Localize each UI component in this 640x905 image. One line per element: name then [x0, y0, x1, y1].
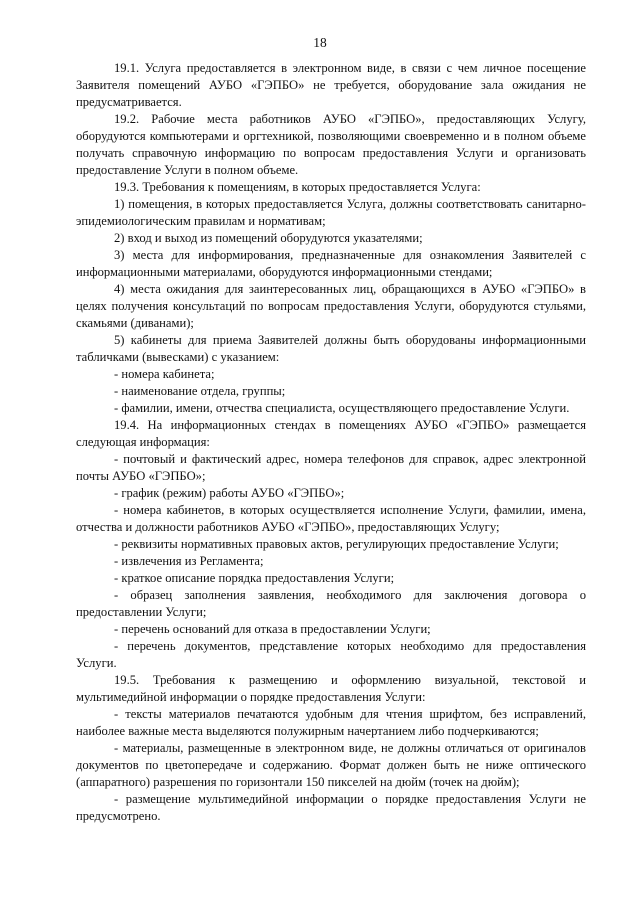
paragraph-19-5: 19.5. Требования к размещению и оформлению визуальной, текстовой и мультимедийной информации о порядке предоставления Услуги:	[76, 673, 586, 704]
paragraph-19-4: 19.4. На информационных стендах в помещениях АУБО «ГЭПБО» размещается следующая информация:	[76, 418, 586, 449]
stand-item-documents-list: - перечень документов, представление которых необходимо для предоставления Услуги.	[76, 639, 586, 670]
paragraph-19-1: 19.1. Услуга предоставляется в электронном виде, в связи с чем личное посещение Заявителя помещений АУБО «ГЭПБО» не требуется, оборудование зала ожидания не предусматривается.	[76, 61, 586, 109]
paragraph-19-2: 19.2. Рабочие места работников АУБО «ГЭПБО», предоставляющих Услугу, оборудуются компьютерами и оргтехникой, позволяющими своевременно и в полном объеме получать справочную информацию по вопросам предоставления Услуги и организовать предоставление Услуги в полном объеме.	[76, 112, 586, 177]
stand-item-address: - почтовый и фактический адрес, номера телефонов для справок, адрес электронной почты АУБО «ГЭПБО»;	[76, 452, 586, 483]
page-number: 18	[313, 35, 327, 50]
sub-item-department-name: - наименование отдела, группы;	[114, 384, 286, 398]
list-item-19-3-2: 2) вход и выход из помещений оборудуются указателями;	[114, 231, 423, 245]
list-item-19-3-3: 3) места для информирования, предназначенные для ознакомления Заявителей с информационными материалами, оборудуются информационными стендами;	[76, 248, 586, 279]
req-item-multimedia: - размещение мультимедийной информации о порядке предоставления Услуги не предусмотрено.	[76, 792, 586, 823]
stand-item-application-sample: - образец заполнения заявления, необходимого для заключения договора о предоставлении Услуги;	[76, 588, 586, 619]
list-item-19-3-1: 1) помещения, в которых предоставляется Услуга, должны соответствовать санитарно-эпидемиологическим правилам и нормативам;	[76, 197, 586, 228]
req-item-text-materials: - тексты материалов печатаются удобным для чтения шрифтом, без исправлений, наиболее важные места выделяются полужирным начертанием либо подчеркиваются;	[76, 707, 586, 738]
list-item-19-3-5: 5) кабинеты для приема Заявителей должны быть оборудованы информационными табличками (вывесками) с указанием:	[76, 333, 586, 364]
stand-item-refusal-grounds: - перечень оснований для отказа в предоставлении Услуги;	[114, 622, 431, 636]
stand-item-schedule: - график (режим) работы АУБО «ГЭПБО»;	[114, 486, 345, 500]
stand-item-legal-acts: - реквизиты нормативных правовых актов, регулирующих предоставление Услуги;	[114, 537, 559, 551]
stand-item-cabinets: - номера кабинетов, в которых осуществляется исполнение Услуги, фамилии, имена, отчества и должности работников АУБО «ГЭПБО», предоставляющих Услугу;	[76, 503, 586, 534]
sub-item-specialist-name: - фамилии, имени, отчества специалиста, осуществляющего предоставление Услуги.	[114, 401, 570, 415]
stand-item-procedure: - краткое описание порядка предоставления Услуги;	[114, 571, 395, 585]
req-item-electronic-materials: - материалы, размещенные в электронном виде, не должны отличаться от оригиналов документов по цветопередаче и содержанию. Формат должен быть не ниже оптического (аппаратного) разрешения по горизонтали 150 пикселей на дюйм (точек на дюйм);	[76, 741, 586, 789]
list-item-19-3-4: 4) места ожидания для заинтересованных лиц, обращающихся в АУБО «ГЭПБО» в целях получения консультаций по вопросам предоставления Услуги, оборудуются стульями, скамьями (диванами);	[76, 282, 586, 330]
sub-item-cabinet-number: - номера кабинета;	[114, 367, 215, 381]
stand-item-regulation-extracts: - извлечения из Регламента;	[114, 554, 264, 568]
paragraph-19-3: 19.3. Требования к помещениям, в которых предоставляется Услуга:	[114, 180, 481, 194]
document-body	[76, 60, 586, 825]
